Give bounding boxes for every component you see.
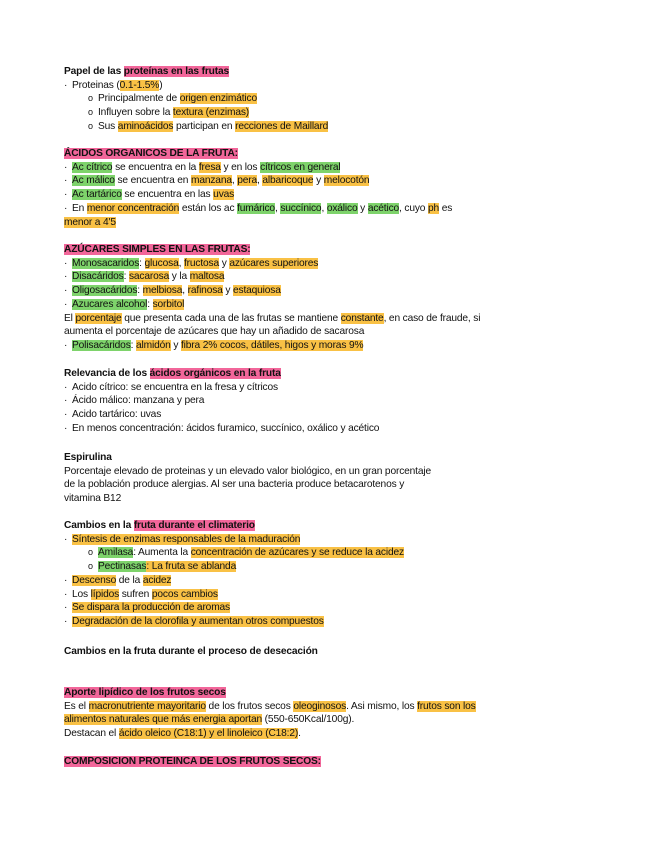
text: y — [313, 175, 324, 187]
title-text: Cambios en la — [64, 520, 134, 531]
highlight: textura (enzimas) — [172, 107, 250, 119]
highlight: azúcares superiores — [229, 257, 319, 269]
section-acidos-organicos — [64, 147, 584, 229]
section-title — [64, 755, 584, 769]
text: : — [123, 271, 129, 283]
highlight: uvas — [213, 189, 235, 201]
highlight: porcentaje — [75, 312, 122, 324]
text: Proteinas ( — [72, 79, 120, 91]
paragraph-line: vitamina B12 — [64, 493, 122, 505]
highlight: sorbitol — [152, 298, 185, 310]
section-climaterio — [64, 519, 584, 629]
list-item — [64, 422, 584, 436]
section-title: Espirulina — [64, 452, 112, 463]
highlight: alimentos naturales que más energia aportan — [64, 714, 262, 726]
sub-list-item — [64, 546, 584, 560]
section-title — [64, 367, 584, 381]
text: ) — [159, 79, 163, 91]
title-highlight: Aporte lipídico de los frutos secos — [64, 687, 226, 698]
text: y — [219, 257, 230, 269]
list-item — [64, 394, 584, 408]
bullet: · — [64, 533, 68, 545]
text: En menos concentración: ácidos furamico, succínico, oxálico y acético — [72, 422, 380, 434]
highlight: : La fruta se ablanda — [146, 561, 237, 573]
bullet: · — [64, 574, 68, 586]
list-item — [64, 257, 584, 271]
bullet: · — [64, 271, 68, 283]
list-item — [64, 615, 584, 629]
bullet: · — [64, 161, 68, 173]
list-item — [64, 339, 584, 353]
paragraph-line — [64, 713, 584, 727]
section-espirulina — [64, 451, 584, 506]
text: : — [130, 339, 137, 351]
bullet: · — [64, 381, 68, 393]
highlight: 0.1-1.5% — [119, 79, 160, 91]
list-item — [64, 79, 584, 93]
text: Influyen sobre la — [98, 107, 173, 119]
highlight: fibra 2% cocos, dátiles, higos y moras 9% — [180, 339, 364, 351]
paragraph-line: de la población produce alergias. Al ser una bacteria produce betacarotenos y — [64, 479, 405, 491]
highlight: menor a 4'5 — [64, 216, 116, 228]
highlight: menor concentración — [86, 202, 180, 214]
bullet: · — [64, 79, 68, 91]
text: y — [222, 285, 233, 297]
section-composicion-proteica — [64, 755, 584, 769]
paragraph-line: Porcentaje elevado de proteinas y un elevado valor biológico, en un gran porcentaje — [64, 465, 432, 477]
list-item — [64, 601, 584, 615]
list-item — [64, 588, 584, 602]
highlight: maltosa — [189, 271, 225, 283]
text: , cuyo — [399, 202, 429, 214]
title-highlight: COMPOSICION PROTEINCA DE LOS FRUTOS SECOS: — [64, 756, 321, 767]
highlight: fumárico — [237, 202, 275, 214]
highlight: Monosacaridos — [72, 257, 140, 269]
bullet: · — [64, 395, 68, 407]
highlight: frutos son los — [417, 700, 476, 712]
list-item — [64, 270, 584, 284]
text: Acido cítrico: se encuentra en la fresa y cítricos — [72, 381, 278, 393]
text: , — [182, 285, 188, 297]
section-relevancia-acidos — [64, 367, 584, 436]
bullet: · — [64, 422, 68, 434]
text: se encuentra en — [114, 175, 191, 187]
text: de los frutos secos — [205, 700, 294, 712]
highlight: rafinosa — [187, 285, 223, 297]
section-title — [64, 243, 584, 257]
bullet: · — [64, 202, 68, 214]
circle-bullet: o — [88, 561, 93, 572]
highlight: sacarosa — [128, 271, 170, 283]
highlight: Se dispara la producción de aromas — [72, 602, 230, 614]
list-item — [64, 298, 584, 312]
list-item — [64, 202, 584, 216]
section-azucares — [64, 243, 584, 353]
text: , — [178, 257, 184, 269]
text: , — [257, 175, 263, 187]
circle-bullet: o — [88, 547, 93, 558]
text: El — [64, 312, 76, 324]
text: se encuentra en las — [121, 189, 214, 201]
title-highlight: ácidos orgánicos en la fruta — [149, 368, 281, 379]
highlight: fructosa — [183, 257, 220, 269]
highlight: recciones de Maillard — [235, 120, 329, 132]
list-item — [64, 161, 584, 175]
list-item — [64, 533, 584, 547]
highlight: constante — [340, 312, 384, 324]
text: . Asi mismo, los — [346, 700, 418, 712]
list-item — [64, 174, 584, 188]
highlight: Ac cítrico — [72, 161, 113, 173]
section-title — [64, 147, 584, 161]
title-highlight: fruta durante el climaterio — [133, 520, 255, 531]
highlight: oxálico — [326, 202, 358, 214]
text: En — [72, 202, 87, 214]
highlight: Polisacáridos — [72, 339, 131, 351]
text: Destacan el — [64, 728, 119, 740]
text: están los ac — [179, 202, 238, 214]
text: Es el — [64, 700, 89, 712]
highlight: cítricos en general — [260, 161, 341, 173]
highlight: Ac málico — [72, 175, 115, 187]
highlight: Azucares alcohol — [72, 298, 148, 310]
text: , — [274, 202, 281, 214]
title-text: Relevancia de los — [64, 368, 150, 379]
highlight: acético — [367, 202, 400, 214]
sub-list-item — [64, 120, 584, 134]
section-proteinas — [64, 65, 584, 134]
text: . — [298, 728, 301, 740]
highlight: melocotón — [323, 175, 370, 187]
highlight: fresa — [198, 161, 221, 173]
bullet: · — [64, 285, 68, 297]
list-item — [64, 574, 584, 588]
text: : — [147, 298, 153, 310]
bullet: · — [64, 339, 68, 351]
highlight: glucosa — [144, 257, 179, 269]
highlight: origen enzimático — [179, 93, 257, 105]
highlight: melbiosa — [142, 285, 183, 297]
highlight: ácido oleico (C18:1) y el linoleico (C18:2) — [118, 728, 299, 740]
highlight: Oligosacáridos — [72, 285, 138, 297]
paragraph-line — [64, 325, 584, 339]
highlight: macronutriente mayoritario — [88, 700, 206, 712]
bullet: · — [64, 298, 68, 310]
highlight: manzana — [191, 175, 232, 187]
text: se encuentra en la — [112, 161, 199, 173]
text: sufren — [119, 588, 152, 600]
section-title: Cambios en la fruta durante el proceso de desecación — [64, 646, 318, 657]
section-aporte-lipidico — [64, 686, 584, 741]
highlight: oleoginosos — [293, 700, 347, 712]
list-item — [64, 284, 584, 298]
sub-list-item — [64, 106, 584, 120]
text: : Aumenta la — [133, 547, 191, 559]
text: y en los — [220, 161, 261, 173]
text: Sus — [98, 120, 118, 132]
highlight: acidez — [142, 574, 172, 586]
text: es — [439, 202, 453, 214]
text: Acido tartárico: uvas — [72, 409, 162, 421]
sub-list-item — [64, 92, 584, 106]
bullet: · — [64, 189, 68, 201]
list-item — [64, 188, 584, 202]
text: : — [139, 257, 145, 269]
circle-bullet: o — [88, 93, 93, 104]
text: Los — [72, 588, 91, 600]
section-title — [64, 65, 584, 79]
highlight: Ac tartárico — [72, 189, 122, 201]
bullet: · — [64, 588, 68, 600]
highlight: lípidos — [90, 588, 120, 600]
highlight: succínico — [280, 202, 322, 214]
circle-bullet: o — [88, 107, 93, 118]
list-item-continuation — [64, 216, 584, 230]
text: y — [170, 339, 181, 351]
list-item — [64, 381, 584, 395]
list-item — [64, 408, 584, 422]
text: Ácido málico: manzana y pera — [72, 395, 205, 407]
text: , — [321, 202, 327, 214]
text: aumenta el porcentaje de azúcares que hay un añadido de sacarosa — [64, 326, 365, 338]
text: , en caso de fraude, si — [383, 312, 481, 324]
paragraph-line — [64, 727, 584, 741]
highlight: aminoácidos — [117, 120, 174, 132]
highlight: Amilasa — [98, 547, 134, 559]
text: , — [231, 175, 238, 187]
bullet: · — [64, 602, 68, 614]
bullet: · — [64, 257, 68, 269]
highlight: estaquiosa — [232, 285, 281, 297]
highlight: Degradación de la clorofila y aumentan otros compuestos — [72, 615, 324, 627]
paragraph-line — [64, 700, 584, 714]
text: : — [137, 285, 143, 297]
title-highlight: ÁCIDOS ORGANICOS DE LA FRUTA: — [64, 148, 238, 159]
highlight: Disacáridos — [72, 271, 124, 283]
section-title — [64, 686, 584, 700]
section-desecacion — [64, 645, 584, 659]
text: (550-650Kcal/100g). — [262, 714, 355, 726]
bullet: · — [64, 615, 68, 627]
text: que presenta cada una de las frutas se mantiene — [121, 312, 341, 324]
highlight: Pectinasas — [98, 561, 147, 573]
text: de la — [116, 574, 143, 586]
text: y la — [169, 271, 190, 283]
section-title — [64, 519, 584, 533]
circle-bullet: o — [88, 120, 93, 131]
highlight: Descenso — [72, 574, 117, 586]
bullet: · — [64, 409, 68, 421]
highlight: pocos cambios — [151, 588, 218, 600]
highlight: concentración de azúcares y se reduce la acidez — [190, 547, 404, 559]
title-text: Papel de las — [64, 66, 124, 77]
highlight: Síntesis de enzimas responsables de la maduración — [72, 533, 301, 545]
title-highlight: proteínas en las frutas — [123, 66, 230, 77]
sub-list-item — [64, 560, 584, 574]
text: y — [357, 202, 368, 214]
highlight: ph — [428, 202, 440, 214]
title-highlight: AZÚCARES SIMPLES EN LAS FRUTAS: — [64, 244, 251, 255]
highlight: almidón — [136, 339, 171, 351]
bullet: · — [64, 175, 68, 187]
highlight: albaricoque — [262, 175, 314, 187]
text: participan en — [173, 120, 236, 132]
text: Principalmente de — [98, 93, 180, 105]
highlight: pera — [237, 175, 258, 187]
paragraph-line — [64, 312, 584, 326]
